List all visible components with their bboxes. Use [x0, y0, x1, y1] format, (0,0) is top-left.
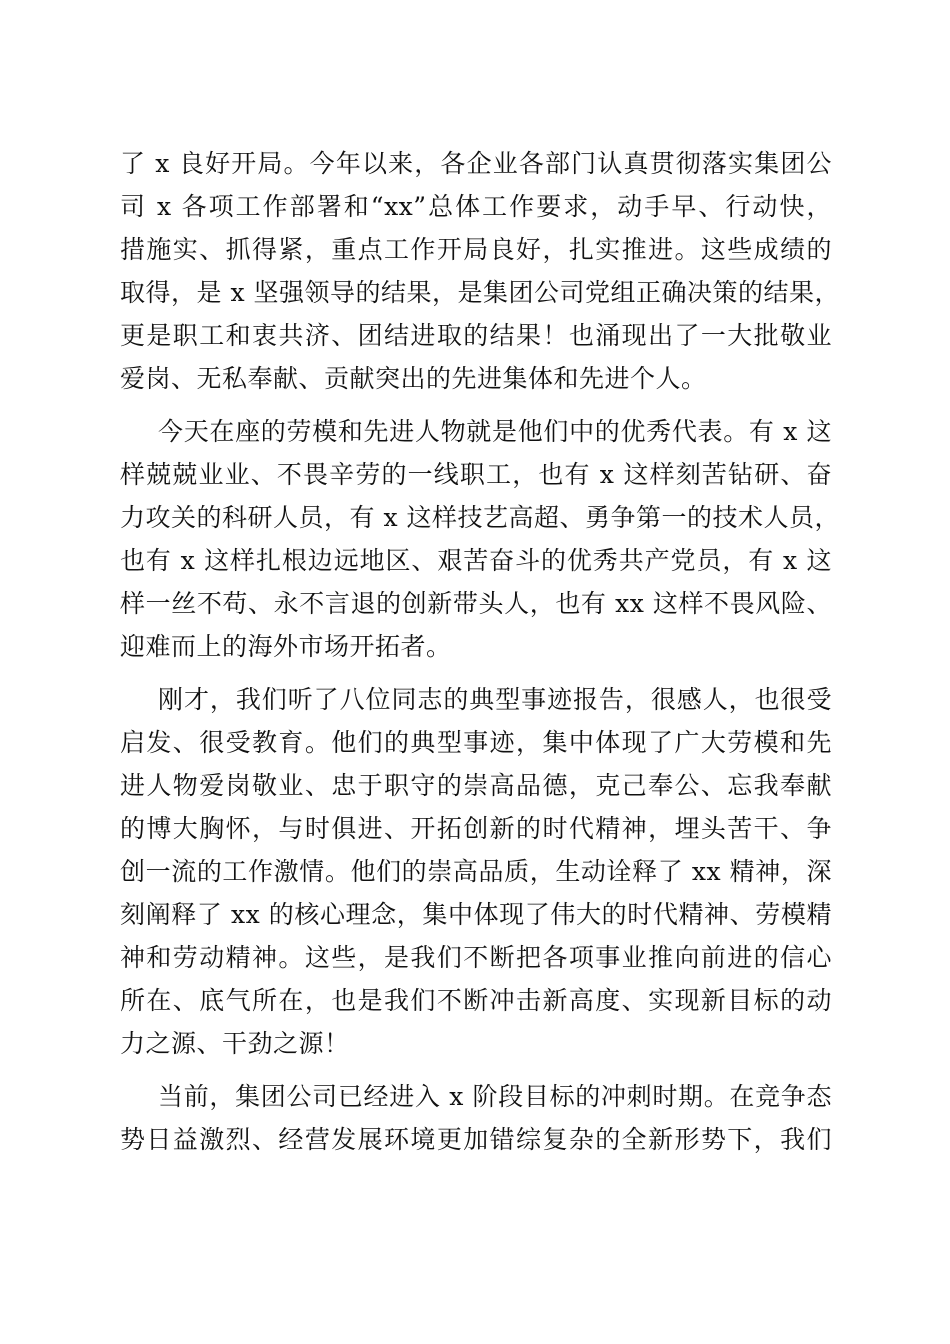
text-line: 创一流的工作激情。他们的崇高品质，生动诠释了 xx 精神，深 [120, 857, 832, 886]
text-line: 势日益激烈、经营发展环境更加错综复杂的全新形势下，我们 [120, 1125, 832, 1154]
text-line: 迎难而上的海外市场开拓者。 [120, 632, 452, 661]
text-line: 取得，是 x 坚强领导的结果，是集团公司党组正确决策的结果， [120, 278, 840, 307]
text-line: 力攻关的科研人员，有 x 这样技艺高超、勇争第一的技术人员， [120, 503, 840, 532]
text-line: 爱岗、无私奉献、贡献突出的先进集体和先进个人。 [120, 364, 707, 393]
text-line: 所在、底气所在，也是我们不断冲击新高度、实现新目标的动 [120, 986, 832, 1015]
text-line: 样兢兢业业、不畏辛劳的一线职工，也有 x 这样刻苦钻研、奋 [120, 460, 832, 489]
text-line: 进人物爱岗敬业、忠于职守的崇高品德，克己奉公、忘我奉献 [120, 771, 832, 800]
text-line: 更是职工和衷共济、团结进取的结果！也涌现出了一大批敬业 [120, 321, 832, 350]
text-line: 措施实、抓得紧，重点工作开局良好，扎实推进。这些成绩的 [120, 235, 832, 264]
text-line: 了 x 良好开局。今年以来，各企业各部门认真贯彻落实集团公 [120, 149, 832, 178]
text-line: 也有 x 这样扎根边远地区、艰苦奋斗的优秀共产党员，有 x 这 [120, 546, 832, 575]
paragraph-first-line: 今天在座的劳模和先进人物就是他们中的优秀代表。有 x 这 [158, 417, 832, 446]
text-line: 力之源、干劲之源！ [120, 1029, 350, 1058]
text-line: 神和劳动精神。这些，是我们不断把各项事业推向前进的信心 [120, 943, 832, 972]
paragraph-first-line: 当前，集团公司已经进入 x 阶段目标的冲刺时期。在竞争态 [158, 1082, 832, 1111]
text-line: 启发、很受教育。他们的典型事迹，集中体现了广大劳模和先 [120, 728, 832, 757]
text-line: 司 x 各项工作部署和“xx”总体工作要求，动手早、行动快， [120, 192, 832, 221]
text-line: 的博大胸怀，与时俱进、开拓创新的时代精神，埋头苦干、争 [120, 814, 832, 843]
text-line: 刻阐释了 xx 的核心理念，集中体现了伟大的时代精神、劳模精 [120, 900, 832, 929]
text-line: 样一丝不苟、永不言退的创新带头人，也有 xx 这样不畏风险、 [120, 589, 832, 618]
paragraph-first-line: 刚才，我们听了八位同志的典型事迹报告，很感人，也很受 [158, 685, 832, 714]
